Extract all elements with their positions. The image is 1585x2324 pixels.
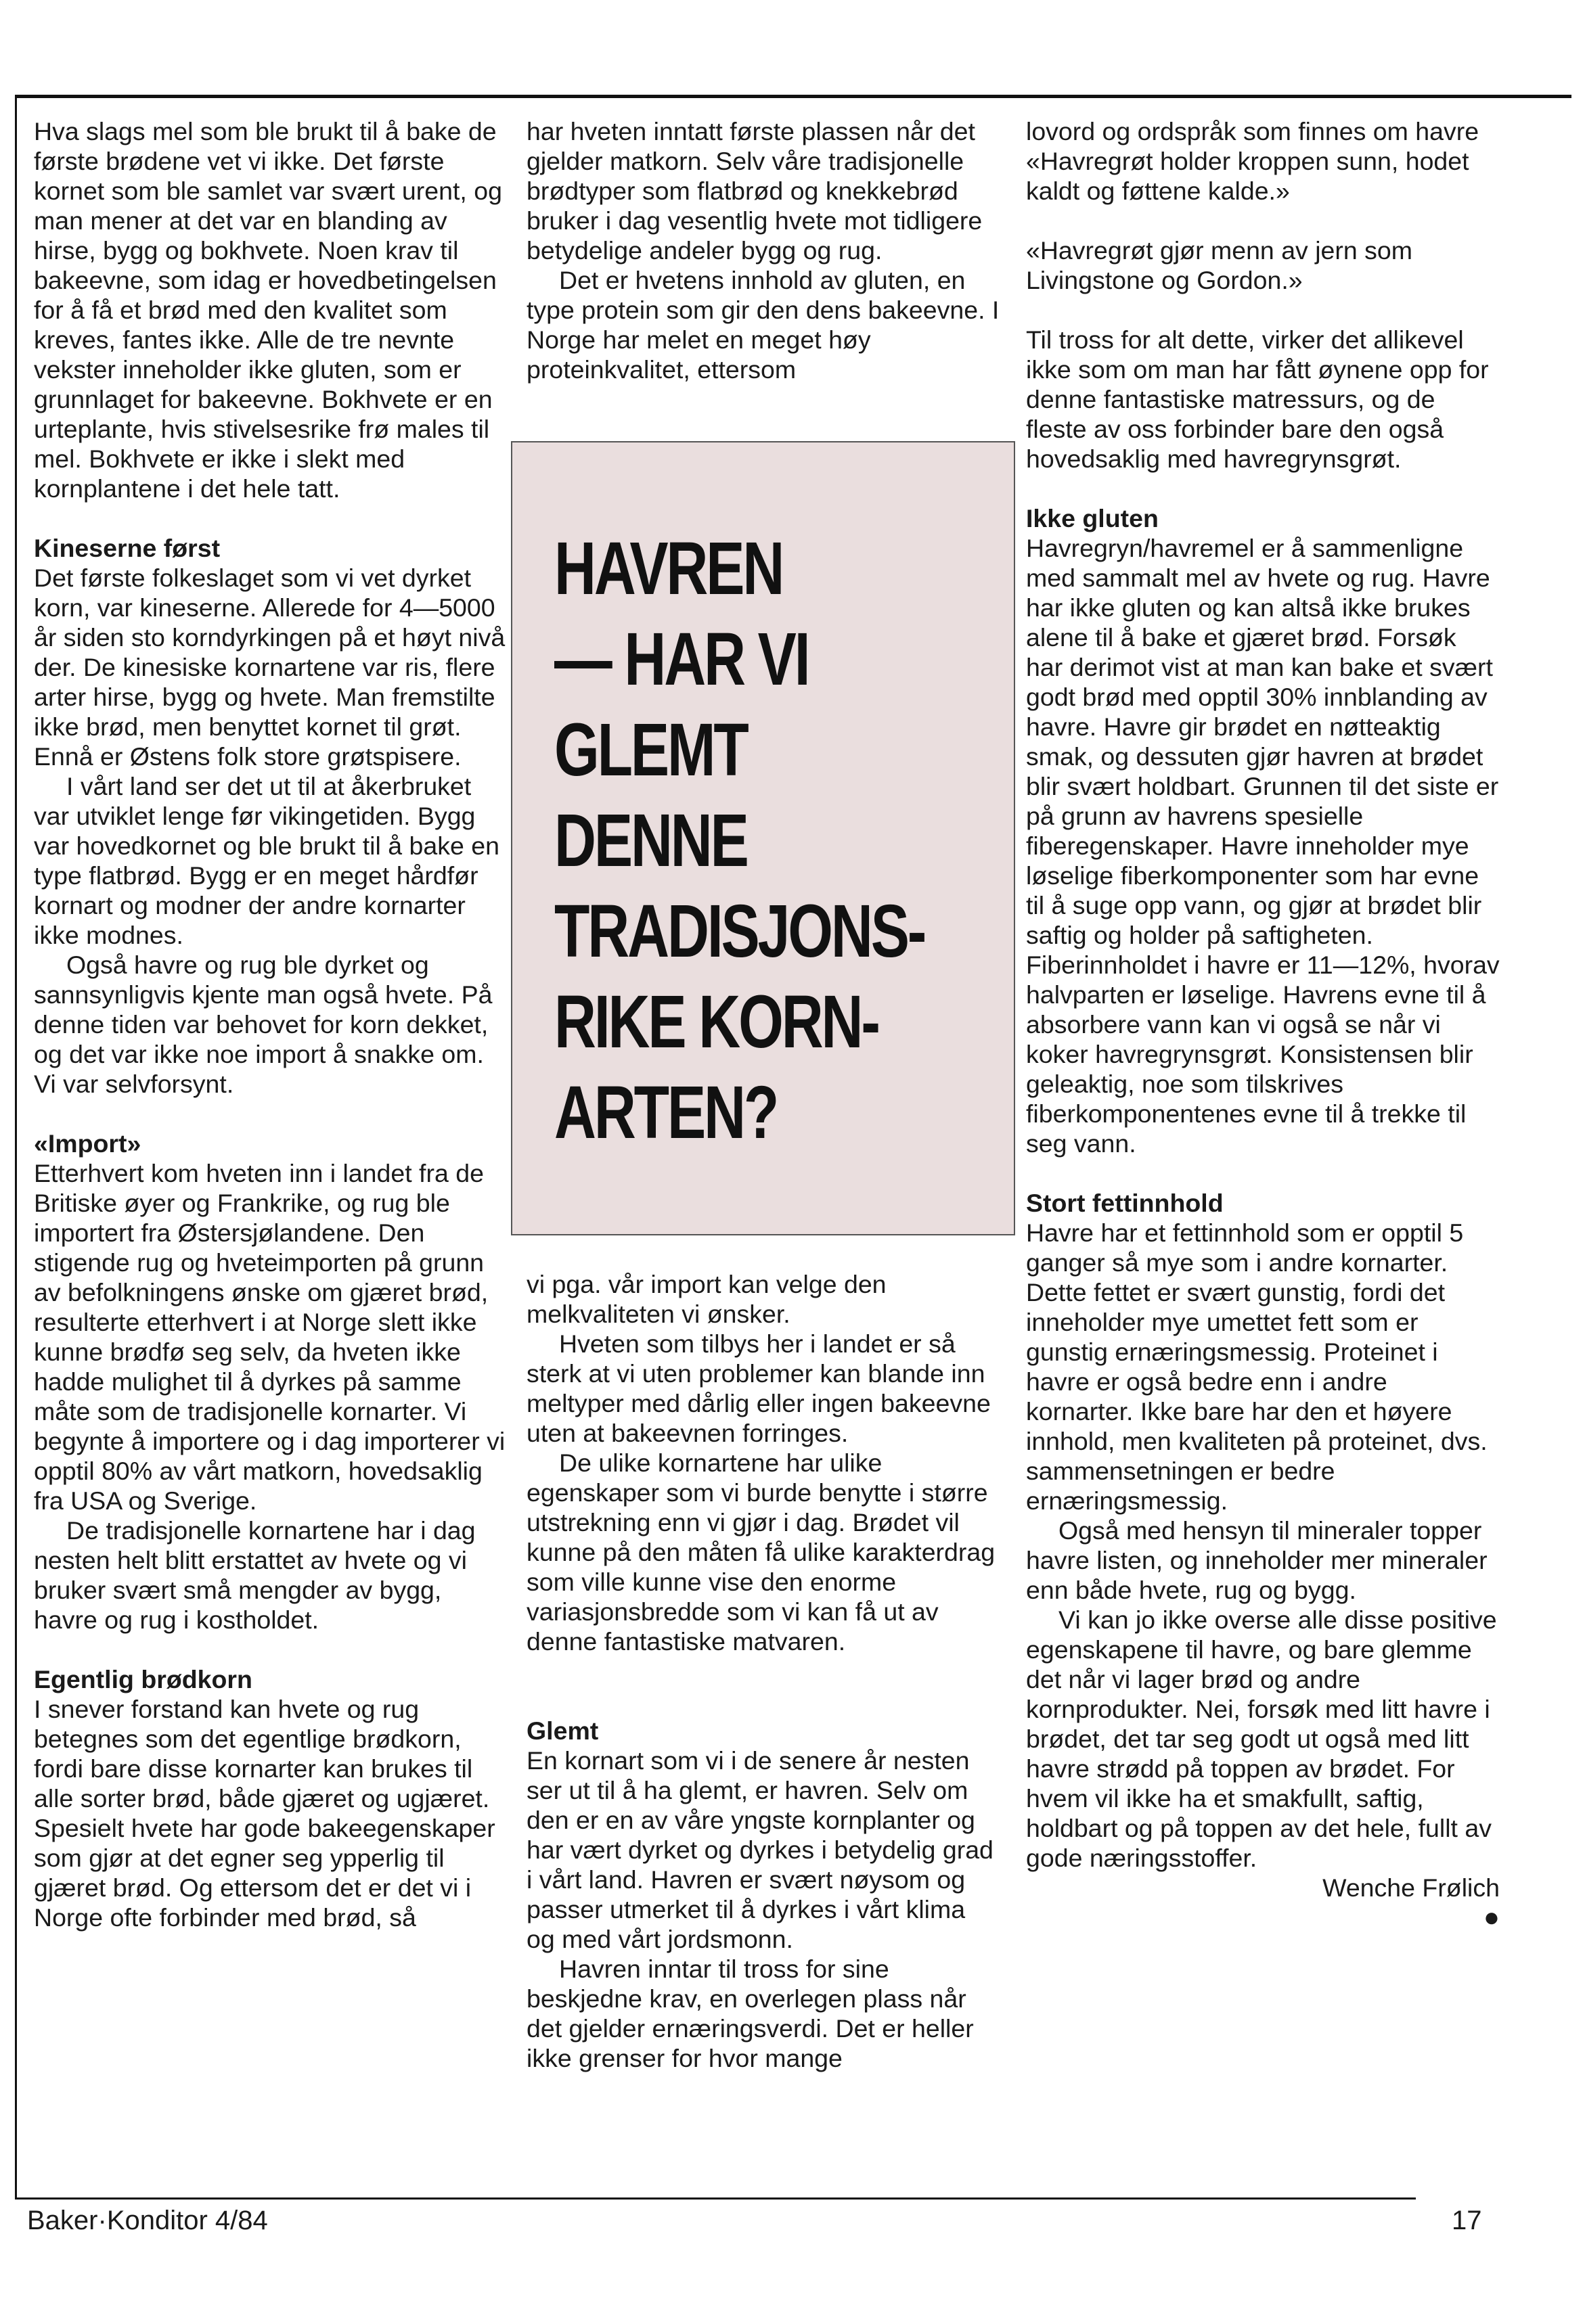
paragraph: De tradisjonelle kornartene har i dag nesten helt blitt erstattet av hvete og vi bruker svært små mengder av bygg, havre og rug i kostholdet. [34,1516,476,1634]
subheading-egentlig-brodkorn: Egentlig brødkorn [34,1665,252,1693]
end-mark-icon: ● [1483,1903,1500,1932]
subheading-import: «Import» [34,1129,141,1158]
column-3 [1026,116,1500,1932]
top-rule [15,95,1571,98]
paragraph: har hveten inntatt første plassen når det gjelder matkorn. Selv våre tradisjonelle brødtyper som flatbrød og knekkebrød bruker i dag vesentlig hvete mot tidligere betydelige andeler bygg og rug. [527,117,983,265]
page-number: 17 [1452,2206,1482,2235]
paragraph: vi pga. vår import kan velge den melkvaliteten vi ønsker. [527,1270,887,1328]
subheading-glemt: Glemt [527,1716,599,1745]
paragraph: Også havre og rug ble dyrket og sannsynligvis kjente man også hvete. På denne tiden var behovet for korn dekket, og det var ikke noe import å snakke om. Vi var selvforsynt. [34,951,493,1098]
headline-box [511,441,1015,1235]
paragraph: De ulike kornartene har ulike egenskaper som vi burde benytte i større utstrekning enn vi gjør i dag. Brødet vil kunne på den måten få ulike karakterdrag som ville kunne vise den enorme variasjonsbredde som vi kan få ut av denne fantastiske matvaren. [527,1449,996,1656]
left-rule [15,95,17,2199]
quote: «Havregrøt holder kroppen sunn, hodet kaldt og føttene kalde.» [1026,147,1469,205]
paragraph: Havren inntar til tross for sine beskjedne krav, en overlegen plass når det gjelder ernæringsverdi. Det er heller ikke grenser for hvor mange [527,1955,974,2072]
paragraph: Det første folkeslaget som vi vet dyrket korn, var kineserne. Allerede for 4—5000 år siden sto korndyrkingen på et høyt nivå der. De kinesiske kornartene var ris, flere arter hirse, bygg og hvete. Man fremstilte ikke brød, men benyttet kornet til grøt. Ennå er Østens folk store grøtspisere. [34,564,506,771]
paragraph: Også med hensyn til mineraler topper havre listen, og inneholder mer mineraler enn både hvete, rug og bygg. [1026,1516,1488,1604]
paragraph: En kornart som vi i de senere år nesten ser ut til å ha glemt, er havren. Selv om den er en av våre yngste kornplanter og har vært dyrket og dyrkes i betydelig grad i vårt land. Havren er svært nøysom og passer utmerket til å dyrkes i vårt klima og med vårt jordsmonn. [527,1746,994,1953]
column-2-top [527,116,1000,384]
paragraph: Hveten som tilbys her i landet er så sterk at vi uten problemer kan blande inn meltyper med dårlig eller ingen bakeevne uten at bakeevnen forringes. [527,1329,991,1447]
bottom-rule [15,2197,1416,2200]
paragraph: Havre har et fettinnhold som er opptil 5 ganger så mye som i andre kornarter. Dette fettet er svært gunstig, fordi det inneholder mye umettet fett som er gunstig ernæringsmessig. Proteinet i havre er også bedre enn i andre kornarter. Ikke bare har den et høyere innhold, men kvaliteten på proteinet, dvs. sammensetningen er bedre ernæringsmessig. [1026,1218,1488,1515]
paragraph: Hva slags mel som ble brukt til å bake de første brødene vet vi ikke. Det første kornet som ble samlet var svært urent, og man mener at det var en blanding av hirse, bygg og bokhvete. Noen krav til bakeevne, som idag er hovedbetingelsen for å få et brød med den kvalitet som kreves, fantes ikke. Alle de tre nevnte vekster inneholder ikke gluten, som er grunnlaget for bakeevne. Bokhvete er en urteplante, hvis stivelsesrike frø males til mel. Bokhvete er ikke i slekt med kornplantene i det hele tatt. [34,117,502,503]
paragraph: Etterhvert kom hveten inn i landet fra de Britiske øyer og Frankrike, og rug ble importert fra Østersjølandene. Den stigende rug og hveteimporten på grunn av befolkningens ønske om gjæret brød, resulterte etterhvert i at Norge slett ikke kunne brødfø seg selv, da hveten ikke hadde mulighet til å dyrkes på samme måte som de tradisjonelle kornarter. Vi begynte å importere og i dag importerer vi opptil 80% av vårt matkorn, hovedsaklig fra USA og Sverige. [34,1159,506,1515]
paragraph: Til tross for alt dette, virker det allikevel ikke som om man har fått øynene opp for denne fantastiske matressurs, og de fleste av oss forbinder bare den også hovedsaklig med havregrynsgrøt. [1026,325,1489,473]
paragraph: I snever forstand kan hvete og rug betegnes som det egentlige brødkorn, fordi bare disse kornarter kan brukes til alle sorter brød, både gjæret og ugjæret. Spesielt hvete har gode bakeegenskaper som gjør at det egner seg ypperlig til gjæret brød. Og ettersom det er det vi i Norge ofte forbinder med brød, så [34,1695,495,1932]
footer-publication: Baker·Konditor 4/84 [27,2206,268,2235]
subheading-kineserne: Kineserne først [34,534,221,562]
column-2-bottom [527,1269,1000,2073]
paragraph: lovord og ordspråk som finnes om havre [1026,117,1479,145]
column-1 [34,116,508,1932]
author-signature: Wenche Frølich [1322,1873,1500,1902]
headline-title: HAVREN — HAR VI GLEMT DENNE TRADISJONS- RIKE KORN- ARTEN? [554,527,925,1154]
quote: «Havregrøt gjør menn av jern som Livingstone og Gordon.» [1026,236,1413,294]
paragraph: I vårt land ser det ut til at åkerbruket var utviklet lenge før vikingetiden. Bygg var hovedkornet og ble brukt til å bake en type flatbrød. Bygg er en meget hårdfør kornart og modner der andre kornarter ikke modnes. [34,772,499,949]
paragraph: Havregryn/havremel er å sammenligne med sammalt mel av hvete og rug. Havre har ikke gluten og kan altså ikke brukes alene til å bake et gjæret brød. Forsøk har derimot vist at man kan bake et svært godt brød med opptil 30% innblanding av havre. Havre gir brødet en nøtteaktig smak, og dessuten gjør havren at brødet blir svært holdbart. Grunnen til det siste er på grunn av havrens spesielle fiberegenskaper. Havre inneholder mye løselige fiberkomponenter som har evne til å suge opp vann, og gjør at brødet blir saftig og holder på saftigheten. Fiberinnholdet i havre er 11—12%, hvorav halvparten er løselige. Havrens evne til å absorbere vann kan vi også se når vi koker havregrynsgrøt. Konsistensen blir geleaktig, noe som tilskrives fiberkomponentenes evne til å trekke til seg vann. [1026,534,1500,1158]
subheading-stort-fettinnhold: Stort fettinnhold [1026,1189,1224,1217]
paragraph: Vi kan jo ikke overse alle disse positive egenskapene til havre, og bare glemme det når vi lager brød og andre kornprodukter. Nei, forsøk med litt havre i brødet, det tar seg godt ut også med litt havre strødd på toppen av brødet. For hvem vil ikke ha et smakfullt, saftig, holdbart og på toppen av det hele, fullt av gode næringsstoffer. [1026,1605,1497,1872]
paragraph: Det er hvetens innhold av gluten, en type protein som gir den dens bakeevne. I Norge har melet en meget høy proteinkvalitet, ettersom [527,266,1000,384]
subheading-ikke-gluten: Ikke gluten [1026,504,1159,532]
